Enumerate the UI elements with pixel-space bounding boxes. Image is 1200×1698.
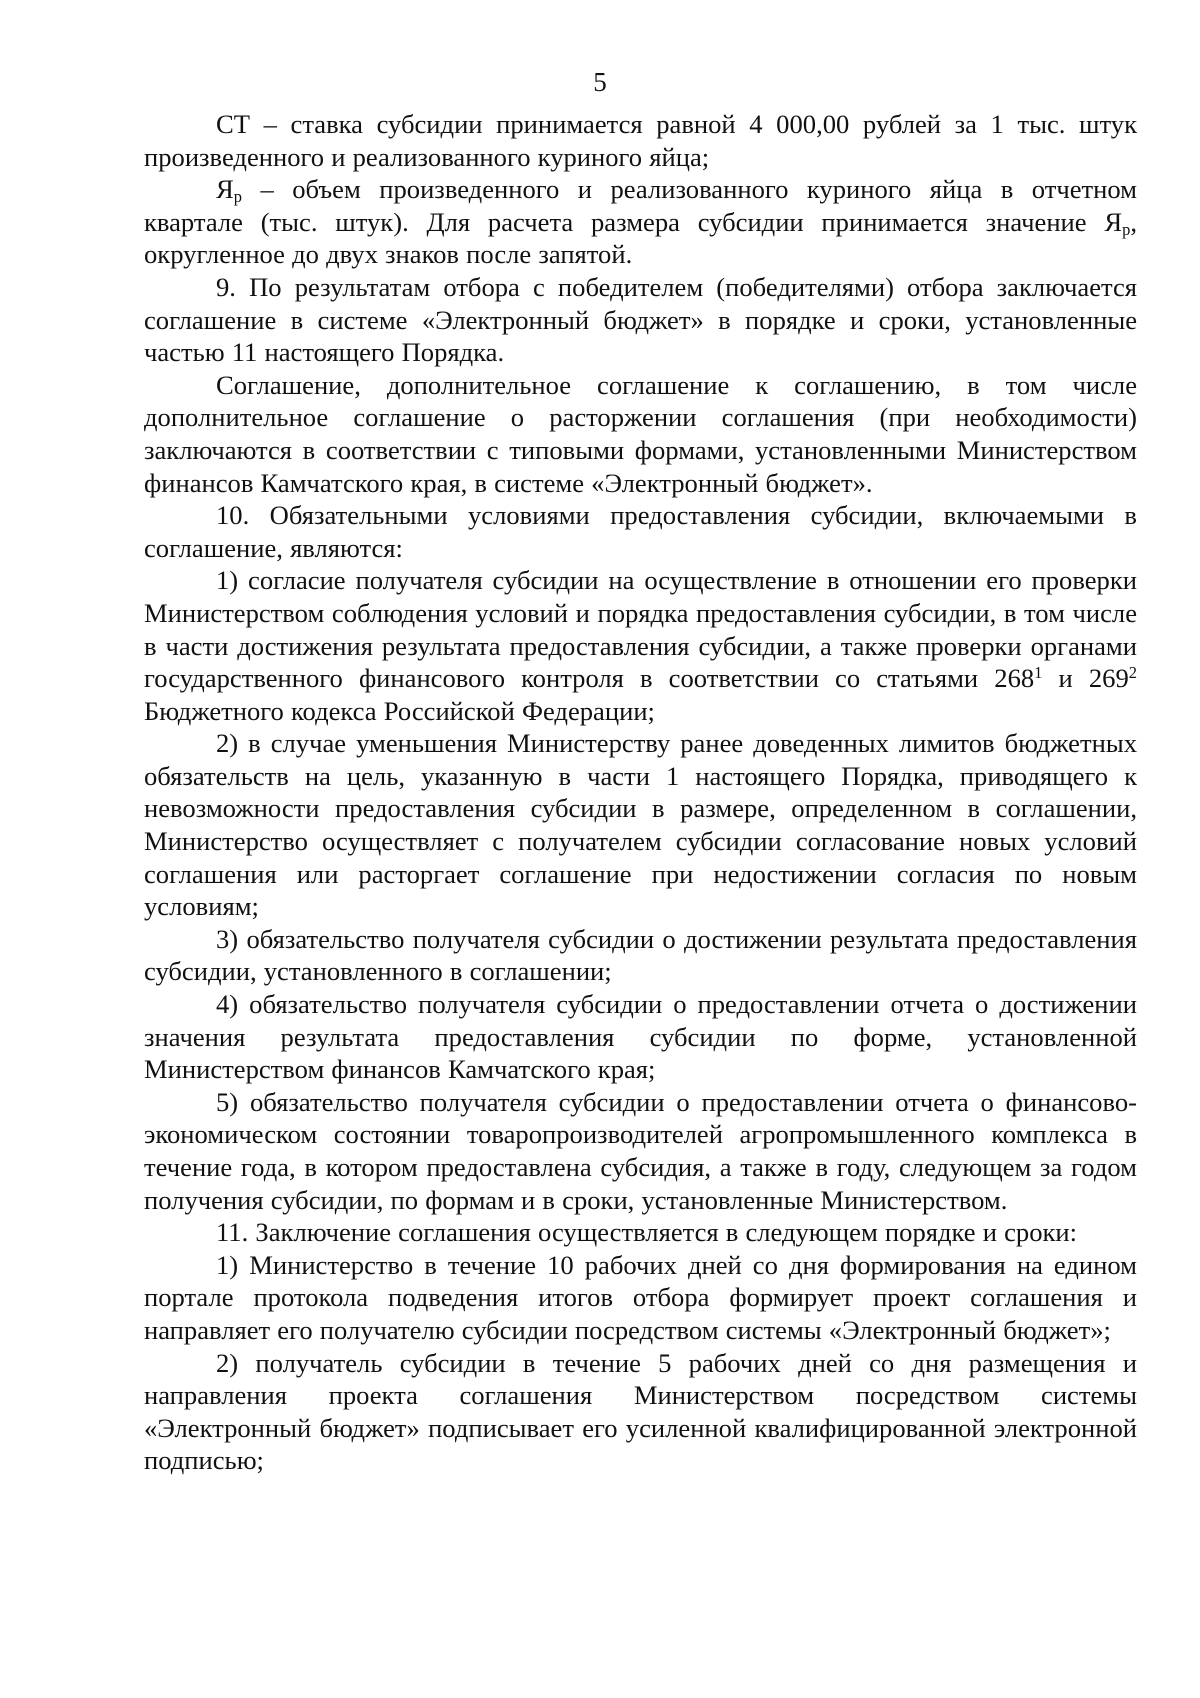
subscript: р: [233, 187, 242, 207]
paragraph-step-2: 2) получатель субсидии в течение 5 рабочих дней со дня размещения и направления проекта соглашения Министерством посредством системы «Электронный бюджет» подписывает его усиленной квалифицированной электронной подписью;: [144, 1347, 1137, 1476]
subscript: р: [1122, 219, 1131, 239]
paragraph-item-2: 2) в случае уменьшения Министерству ранее доведенных лимитов бюджетных обязательств на цель, указанную в части 1 настоящего Порядка, приводящего к невозможности предоставления субсидии в размере, определенном в соглашении, Министерство осуществляет с получателем субсидии согласование новых условий соглашения или расторгает соглашение при недостижении согласия по новым условиям;: [144, 728, 1137, 922]
text-run: Я: [216, 174, 234, 205]
paragraph-item-3: 3) обязательство получателя субсидии о достижении результата предоставления субсидии, установленного в соглашении;: [144, 923, 1137, 987]
paragraph-subsidy-rate: СТ – ставка субсидии принимается равной 4 000,00 рублей за 1 тыс. штук произведенного и реализованного куриного яйца;: [144, 109, 1137, 172]
paragraph-item-5: 5) обязательство получателя субсидии о предоставлении отчета о финансово-экономическом состоянии товаропроизводителей агропромышленного комплекса в течение года, в котором предоставлена субсидия, а также в году, следующем за годом получения субсидии, по формам и в сроки, установленные Министерством.: [144, 1086, 1137, 1215]
paragraph-clause-9: 9. По результатам отбора с победителем (победителями) отбора заключается соглашение в системе «Электронный бюджет» в порядке и сроки, установленные частью 11 настоящего Порядка.: [144, 271, 1137, 368]
paragraph-clause-11: 11. Заключение соглашения осуществляется в следующем порядке и сроки:: [216, 1217, 1078, 1248]
superscript: 2: [1128, 663, 1138, 683]
paragraph-item-1: [144, 564, 1137, 727]
text-run: – объем произведенного и реализованного куриного яйца в отчетном квартале (тыс. штук). Для расчета размера субсидии принимается значение Я: [144, 174, 1137, 237]
text-run: и 269: [1042, 663, 1129, 694]
paragraph-agreement-forms: Соглашение, дополнительное соглашение к соглашению, в том числе дополнительное соглашение о расторжении соглашения (при необходимости) заключаются в соответствии с типовыми формами, установленными Министерством финансов Камчатского края, в системе «Электронный бюджет».: [144, 369, 1137, 498]
text-run: , округленное до двух знаков после запятой.: [144, 206, 1137, 270]
paragraph-step-1: 1) Министерство в течение 10 рабочих дней со дня формирования на едином портале протокола подведения итогов отбора формирует проект соглашения и направляет его получателю субсидии посредством системы «Электронный бюджет»;: [144, 1249, 1137, 1345]
page-number: 5: [593, 67, 607, 97]
paragraph-clause-10: 10. Обязательными условиями предоставления субсидии, включаемыми в соглашение, являются:: [144, 500, 1137, 563]
paragraph-item-4: 4) обязательство получателя субсидии о предоставлении отчета о достижении значения результата предоставления субсидии по форме, установленной Министерством финансов Камчатского края;: [144, 989, 1137, 1085]
document-body: [144, 108, 1137, 1477]
text-run: 1) согласие получателя субсидии на осуществление в отношении его проверки Министерством соблюдения условий и порядка предоставления субсидии, в том числе в части достижения результата предоставления субсидии, а также проверки органами государственного финансового контроля в соответствии со статьями 268: [144, 565, 1137, 694]
paragraph-egg-volume: [144, 173, 1137, 271]
superscript: 1: [1034, 663, 1043, 683]
text-run: Бюджетного кодекса Российской Федерации;: [144, 695, 655, 726]
